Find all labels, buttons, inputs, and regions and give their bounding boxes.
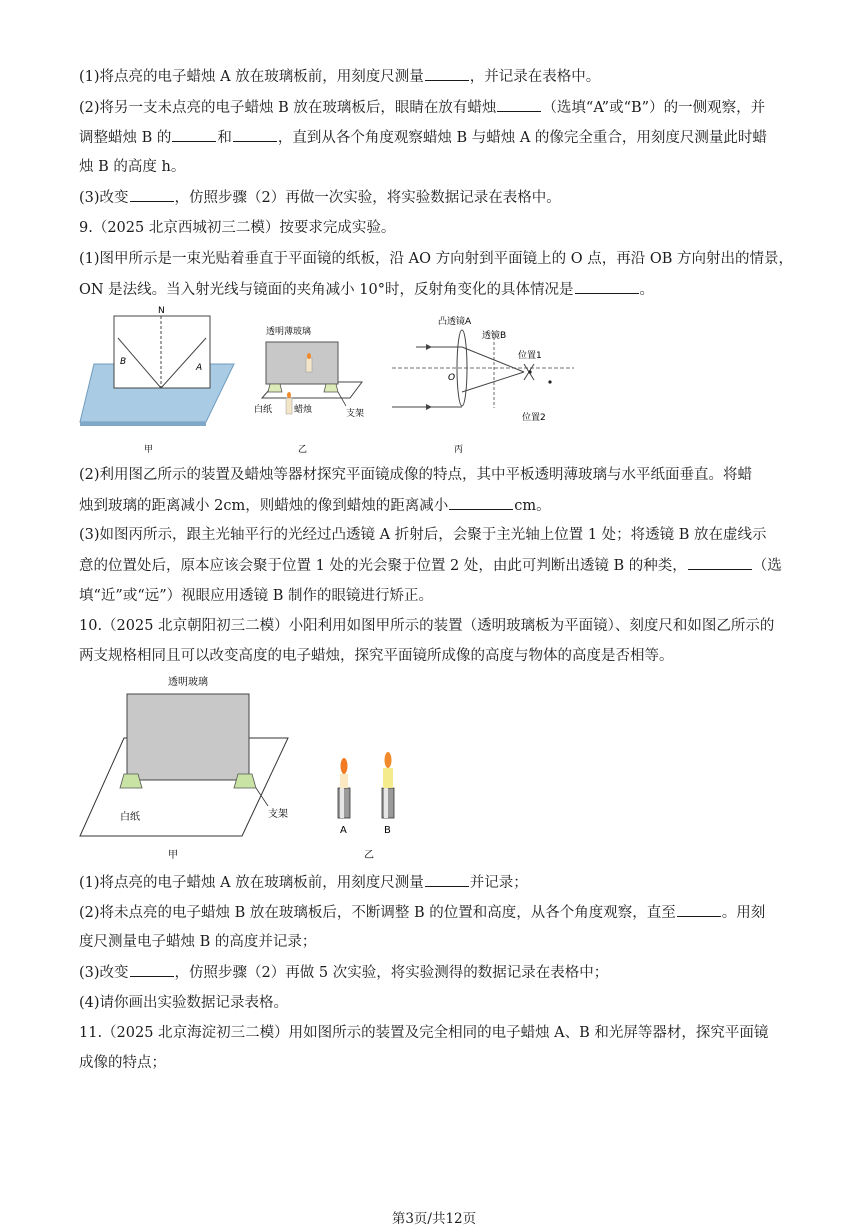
q8-step2-end: 烛 B 的高度 h。 — [79, 159, 186, 175]
label-o: O — [448, 373, 456, 383]
arrow-top — [426, 344, 432, 350]
label-n: N — [158, 306, 165, 316]
text: 和 — [217, 130, 232, 146]
answer-blank — [677, 902, 721, 917]
stand-left — [120, 774, 142, 788]
q11-title-cont: 成像的特点； — [79, 1055, 166, 1071]
q10-step2-cont: 度尺测量电子蜡烛 B 的高度并记录； — [79, 934, 317, 950]
text: (1)将点亮的电子蜡烛 A 放在玻璃板前，用刻度尺测量 — [79, 69, 424, 85]
text: (3)改变 — [79, 965, 129, 981]
q8-step2-cont — [79, 127, 791, 148]
q9-part2: (2)利用图乙所示的装置及蜡烛等器材探究平面镜成像的特点，其中平板透明薄玻璃与水平纸面垂直。将蜡 — [79, 467, 753, 483]
text: cm。 — [514, 498, 551, 514]
caption-yi: 乙 — [364, 850, 374, 861]
candle-a-shine — [340, 788, 344, 818]
q10-step2 — [79, 902, 791, 923]
paper-board — [114, 316, 210, 388]
text: ，并记录在表格中。 — [469, 69, 601, 85]
caption-jia: 甲 — [144, 445, 154, 455]
text: 意的位置处后，原本应该会聚于位置 1 处的光会聚于位置 2 处，由此可判断出透镜 B 的种类， — [79, 558, 687, 574]
mirror-edge — [80, 422, 206, 426]
answer-blank — [130, 962, 174, 977]
answer-blank — [688, 555, 752, 570]
caption-yi: 乙 — [298, 445, 308, 455]
refracted-bottom — [462, 372, 524, 392]
text: (2)将另一支未点亮的电子蜡烛 B 放在玻璃板后，眼睛在放有蜡烛 — [79, 100, 497, 116]
label-paper: 白纸 — [120, 812, 140, 823]
q9-title: 9.（2025 北京西城初三二模）按要求完成实验。 — [79, 220, 396, 236]
label-lens-b: 透镜B — [482, 331, 507, 341]
figure-optics-row — [76, 302, 586, 460]
q10-step4: (4)请你画出实验数据记录表格。 — [79, 995, 289, 1011]
answer-blank — [233, 127, 277, 142]
figure-jia-glass — [80, 675, 288, 861]
label-glass: 透明薄玻璃 — [266, 327, 312, 337]
label-lens-a: 凸透镜A — [438, 317, 472, 327]
q10-step3 — [79, 962, 791, 983]
q10-title-cont: 两支规格相同且可以改变高度的电子蜡烛，探究平面镜所成像的高度与物体的高度是否相等。 — [79, 648, 674, 664]
candle-a-wax — [340, 774, 348, 788]
text: （选 — [752, 558, 782, 574]
label-candle-b: B — [384, 825, 391, 836]
text: ON 是法线。当入射光线与镜面的夹角减小 10°时，反射角变化的具体情况是 — [79, 282, 574, 298]
label-position-1: 位置1 — [518, 351, 542, 361]
caption-bing: 丙 — [454, 445, 464, 455]
stand-right — [324, 384, 338, 392]
arrow-bottom — [426, 404, 432, 410]
text: （选填“A”或“B”）的一侧观察，并 — [542, 100, 766, 116]
text: ，仿照步骤（2）再做一次实验，将实验数据记录在表格中。 — [174, 190, 561, 206]
text: ，直到从各个角度观察蜡烛 B 与蜡烛 A 的像完全重合，用刻度尺测量此时蜡 — [277, 130, 767, 146]
text: 调整蜡烛 B 的 — [79, 130, 172, 146]
position-2-dot — [548, 380, 551, 383]
q9-part2-cont — [79, 495, 791, 516]
answer-blank — [497, 97, 541, 112]
candle-image — [306, 358, 312, 372]
answer-blank — [425, 66, 469, 81]
answer-blank — [130, 187, 174, 202]
label-position-2: 位置2 — [522, 413, 546, 423]
candle — [286, 398, 292, 414]
candle-b-flame — [385, 752, 392, 768]
label-glass: 透明玻璃 — [168, 677, 208, 688]
q9-part1: (1)图甲所示是一束光贴着垂直于平面镜的纸板，沿 AO 方向射到平面镜上的 O 点，再沿 OB 方向射出的情景， — [79, 251, 793, 267]
figure-jia-mirror — [80, 306, 234, 455]
text: (3)改变 — [79, 190, 129, 206]
answer-blank — [449, 495, 513, 510]
text: (1)将点亮的电子蜡烛 A 放在玻璃板前，用刻度尺测量 — [79, 875, 424, 891]
text: 并记录； — [469, 875, 528, 891]
q11-title: 11.（2025 北京海淀初三二模）用如图所示的装置及完全相同的电子蜡烛 A、B 和光屏等器材，探究平面镜 — [79, 1025, 769, 1041]
caption-jia: 甲 — [168, 850, 178, 861]
figure-bing-lenses — [392, 315, 574, 455]
q9-part1-cont — [79, 279, 791, 300]
q9-part3: (3)如图丙所示，跟主光轴平行的光经过凸透镜 A 折射后，会聚于主光轴上位置 1 处；将透镜 B 放在虚线示 — [79, 527, 767, 543]
answer-blank — [425, 872, 469, 887]
label-candle-a: A — [340, 825, 347, 836]
q9-part3-end: 填“近”或“远”）视眼应用透镜 B 制作的眼镜进行矫正。 — [79, 588, 434, 604]
stand-right — [234, 774, 256, 788]
flame-image — [307, 353, 311, 359]
text: 烛到玻璃的距离减小 2cm，则蜡烛的像到蜡烛的距离减小 — [79, 498, 449, 514]
glass-plate — [266, 342, 338, 384]
label-candle: 蜡烛 — [294, 405, 313, 415]
q8-step3 — [79, 187, 791, 208]
position-1-dot — [528, 370, 531, 373]
answer-blank — [575, 279, 639, 294]
page-footer: 第3页/共12页 — [391, 1211, 477, 1227]
q8-step1 — [79, 66, 791, 87]
figure-mirror-height-row — [76, 670, 416, 866]
q9-part3-cont — [79, 555, 791, 576]
glass-plate — [127, 694, 249, 780]
candle-b-shine — [384, 788, 388, 818]
figure-yi-glass-setup — [254, 325, 364, 455]
label-a: A — [196, 363, 203, 373]
text: (2)将未点亮的电子蜡烛 B 放在玻璃板后，不断调整 B 的位置和高度，从各个角度观察，直至 — [79, 905, 676, 921]
label-paper: 白纸 — [254, 405, 273, 415]
stand-left — [268, 384, 282, 392]
flame — [287, 392, 291, 398]
text: 。 — [639, 282, 654, 298]
q10-step1 — [79, 872, 791, 893]
q8-step2 — [79, 97, 791, 118]
figure-yi-candles — [338, 752, 394, 861]
label-b: B — [120, 357, 127, 367]
candle-a-flame — [341, 758, 348, 774]
candle-b-wax — [383, 768, 393, 788]
text: 。用刻 — [721, 905, 766, 921]
label-stand: 支架 — [268, 809, 288, 820]
answer-blank — [172, 127, 216, 142]
q10-title: 10.（2025 北京朝阳初三二模）小阳利用如图甲所示的装置（透明玻璃板为平面镜）、刻度尺和如图乙所示的 — [79, 618, 775, 634]
text: ，仿照步骤（2）再做 5 次实验，将实验测得的数据记录在表格中； — [174, 965, 609, 981]
label-stand: 支架 — [346, 409, 365, 419]
